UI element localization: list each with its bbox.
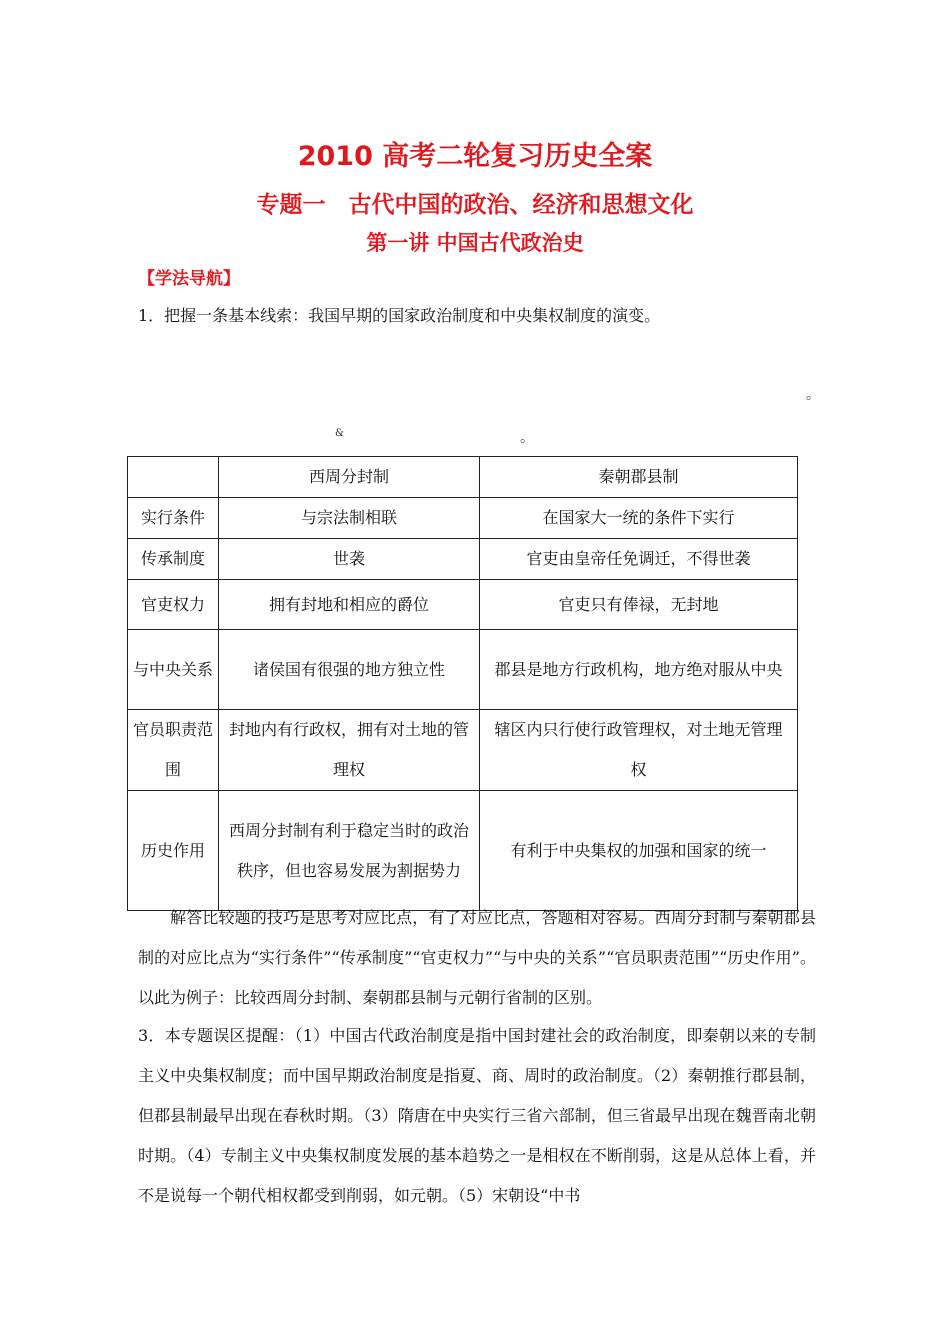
table-cell: 与宗法制相联 (219, 498, 480, 539)
table-cell: 在国家大一统的条件下实行 (480, 498, 798, 539)
section-heading: 【学法导航】 (138, 269, 240, 289)
table-cell: 拥有封地和相应的爵位 (219, 580, 480, 630)
table-row (128, 791, 798, 911)
answer-tip-paragraph: 解答比较题的技巧是思考对应比点，有了对应比点，答题相对容易。西周分封制与秦朝郡县制的对应比点为“实行条件”“传承制度”“官吏权力”“与中央的关系”“官员职责范围”“历史作用”。以此为例子：比较西周分封制、秦朝郡县制与元朝行省制的区别。 (138, 908, 816, 1007)
table-cell: 世袭 (219, 539, 480, 580)
stray-mark: & (335, 428, 344, 439)
header-cell: 秦朝郡县制 (480, 457, 798, 498)
pitfalls-paragraph: 3．本专题误区提醒：（1）中国古代政治制度是指中国封建社会的政治制度，即秦朝以来的专制主义中央集权制度；而中国早期政治制度是指夏、商、周时的政治制度。（2）秦朝推行郡县制，但郡县制最早出现在春秋时期。（3）隋唐在中央实行三省六部制，但三省最早出现在魏晋南北朝时期。（4）专制主义中央集权制度发展的基本趋势之一是相权在不断削弱，这是从总体上看，并不是说每一个朝代相权都受到削弱，如元朝。（5）宋朝设“中书 (138, 1026, 816, 1205)
row-label: 官吏权力 (128, 580, 219, 630)
row-label: 传承制度 (128, 539, 219, 580)
topic-subtitle: 专题一 古代中国的政治、经济和思想文化 (256, 192, 694, 218)
row-label: 官员职责范围 (128, 710, 219, 791)
header-cell (128, 457, 219, 498)
row-label: 与中央关系 (128, 630, 219, 710)
point-1: 1．把握一条基本线索：我国早期的国家政治制度和中央集权制度的演变。 (138, 306, 661, 325)
document-title: 2010 高考二轮复习历史全案 (297, 141, 653, 172)
lecture-title: 第一讲 中国古代政治史 (366, 231, 584, 255)
table-cell: 官吏只有俸禄，无封地 (480, 580, 798, 630)
table-row (128, 710, 798, 791)
stray-mark: 。 (806, 387, 820, 403)
row-label: 历史作用 (128, 791, 219, 911)
table-row (128, 580, 798, 630)
stray-mark: 。 (520, 430, 534, 446)
table-cell: 西周分封制有利于稳定当时的政治秩序，但也容易发展为割据势力 (219, 791, 480, 911)
row-label: 实行条件 (128, 498, 219, 539)
table-cell: 辖区内只行使行政管理权，对土地无管理权 (480, 710, 798, 791)
table-cell: 封地内有行政权，拥有对土地的管理权 (219, 710, 480, 791)
table-cell: 诸侯国有很强的地方独立性 (219, 630, 480, 710)
table-cell: 官吏由皇帝任免调迁，不得世袭 (480, 539, 798, 580)
comparison-table (127, 456, 798, 911)
table-cell: 有利于中央集权的加强和国家的统一 (480, 791, 798, 911)
header-cell: 西周分封制 (219, 457, 480, 498)
table-row (128, 630, 798, 710)
table-cell: 郡县是地方行政机构，地方绝对服从中央 (480, 630, 798, 710)
table-row (128, 498, 798, 539)
table-row (128, 539, 798, 580)
table-header-row (128, 457, 798, 498)
